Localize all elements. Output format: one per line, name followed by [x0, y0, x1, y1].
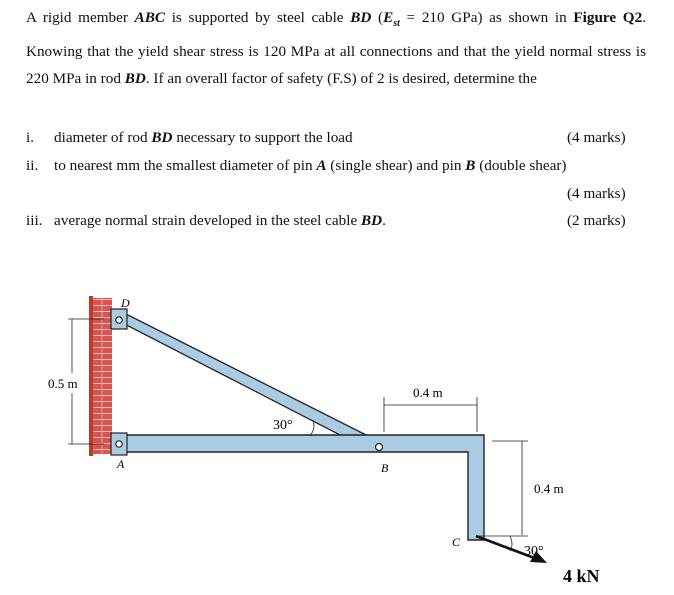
rod-bd-label: BD [124, 70, 146, 88]
cable-label: BD [361, 212, 383, 229]
text-segment: is supported by steel cable [165, 9, 351, 26]
modulus-symbol: E [383, 9, 394, 26]
label-d: D [121, 296, 130, 310]
text-segment: . If an overall factor of safety (F.S) of 2 is desired, determine the [145, 70, 537, 88]
load-label: 4 kN [563, 566, 600, 586]
question-text: necessary to support the load [172, 129, 353, 146]
label-a: A [117, 457, 125, 471]
wall-edge [89, 296, 93, 456]
pin-a [116, 441, 122, 447]
text-segment: . Knowing that the yield shear stress is 120 MPa at all connections and that the yield normal stress is 220 MPa in rod [26, 9, 647, 88]
pin-d [116, 317, 122, 323]
pin-b-label: B [465, 157, 476, 174]
question-text: average normal strain developed in the steel cable [54, 212, 361, 229]
figure-reference: Figure Q2 [573, 9, 643, 26]
dim-label-height: 0.5 m [48, 376, 78, 391]
question-number: iii. [26, 212, 43, 229]
member-abc-label: ABC [134, 9, 166, 26]
pin-a-label: A [316, 157, 327, 174]
question-text: diameter of rod [54, 129, 152, 146]
label-b: B [381, 461, 389, 475]
dim-label-horizontal: 0.4 m [413, 385, 443, 400]
member-abc [112, 435, 484, 540]
question-text: to nearest mm the smallest diameter of pin [54, 157, 317, 174]
cable-bd [113, 313, 384, 452]
angle-label-load: 30° [524, 544, 544, 559]
dim-label-vertical: 0.4 m [534, 481, 564, 496]
marks-1: (4 marks) [567, 129, 626, 146]
text-segment: ( [371, 9, 384, 26]
marks-2: (4 marks) [567, 185, 626, 202]
text-segment: A rigid member [26, 9, 135, 26]
cable-bd-label: BD [350, 9, 372, 26]
question-number: i. [26, 129, 35, 146]
modulus-subscript: st [393, 18, 400, 30]
question-text: (double shear) [475, 157, 567, 174]
label-c: C [452, 535, 461, 549]
pin-b [376, 444, 383, 451]
question-number: ii. [26, 157, 39, 174]
angle-arc-cable [310, 420, 314, 436]
text-segment: = 210 GPa) as shown in [399, 9, 574, 26]
rod-label: BD [151, 129, 173, 146]
marks-3: (2 marks) [567, 212, 626, 229]
question-text: . [382, 212, 386, 229]
brick-wall [90, 298, 112, 454]
question-text: (single shear) and pin [326, 157, 466, 174]
angle-label-cable: 30° [273, 418, 293, 433]
